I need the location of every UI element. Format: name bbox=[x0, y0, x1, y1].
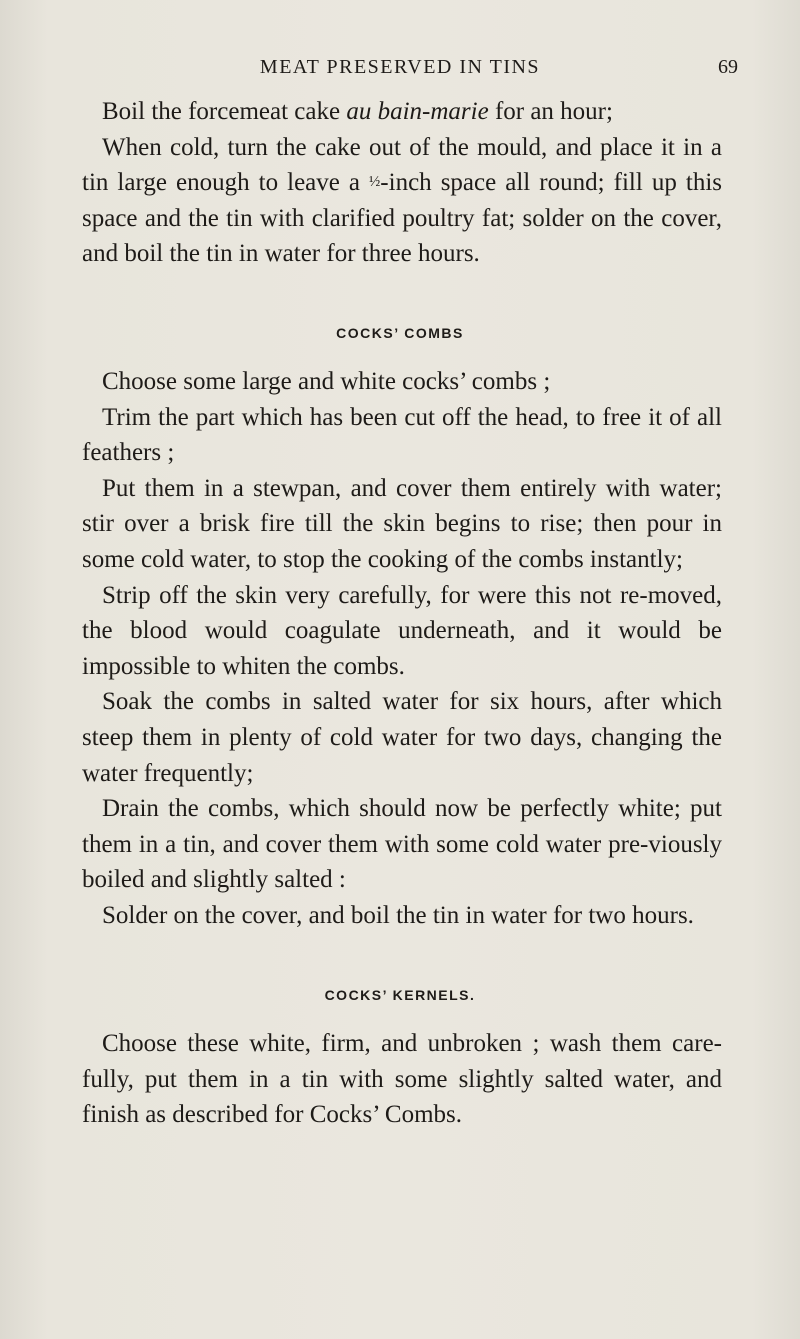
section-heading-cocks-kernels: COCKS’ KERNELS. bbox=[324, 987, 476, 1003]
running-title: MEAT PRESERVED IN TINS bbox=[259, 56, 541, 78]
paragraph: Choose these white, firm, and unbroken ; wash them care-fully, put them in a tin with some slightly salted water, and finish as described for Cocks’ Combs. bbox=[82, 1030, 722, 1129]
fraction: ½ bbox=[369, 174, 381, 191]
paragraph: Boil the forcemeat cake au bain-marie for an hour; bbox=[102, 98, 613, 125]
paragraph: Solder on the cover, and boil the tin in water for two hours. bbox=[102, 901, 694, 929]
paragraph: Trim the part which has been cut off the head, to free it of all feathers ; bbox=[82, 403, 722, 467]
page-number: 69 bbox=[718, 56, 738, 78]
cocks-combs-text bbox=[82, 364, 722, 934]
italic-phrase: au bain-marie bbox=[346, 98, 489, 125]
paragraph: Strip off the skin very carefully, for were this not re-moved, the blood would coagulate underneath, and it would be impossible to whiten the combs. bbox=[82, 581, 722, 680]
paragraph: Drain the combs, which should now be perfectly white; put them in a tin, and cover them with some cold water pre-viously boiled and slightly salted : bbox=[82, 795, 722, 894]
section-heading-cocks-combs: COCKS’ COMBS bbox=[336, 325, 464, 341]
cocks-kernels-text bbox=[82, 1026, 722, 1133]
paragraph: Put them in a stewpan, and cover them entirely with water; stir over a brisk fire till the skin begins to rise; then pour in some cold water, to stop the cooking of the combs instantly; bbox=[82, 474, 722, 573]
paragraph: Soak the combs in salted water for six hours, after which steep them in plenty of cold water for two days, changing the water frequently; bbox=[82, 688, 722, 787]
paragraph: When cold, turn the cake out of the mould, and place it in a tin large enough to leave a ½-inch space all round; fill up this space and the tin with clarified poultry fat; solder on the cover, and boil the tin in water for three hours. bbox=[82, 133, 722, 268]
running-head bbox=[0, 52, 800, 82]
intro-text bbox=[82, 94, 722, 272]
paragraph: Choose some large and white cocks’ combs ; bbox=[102, 368, 551, 395]
